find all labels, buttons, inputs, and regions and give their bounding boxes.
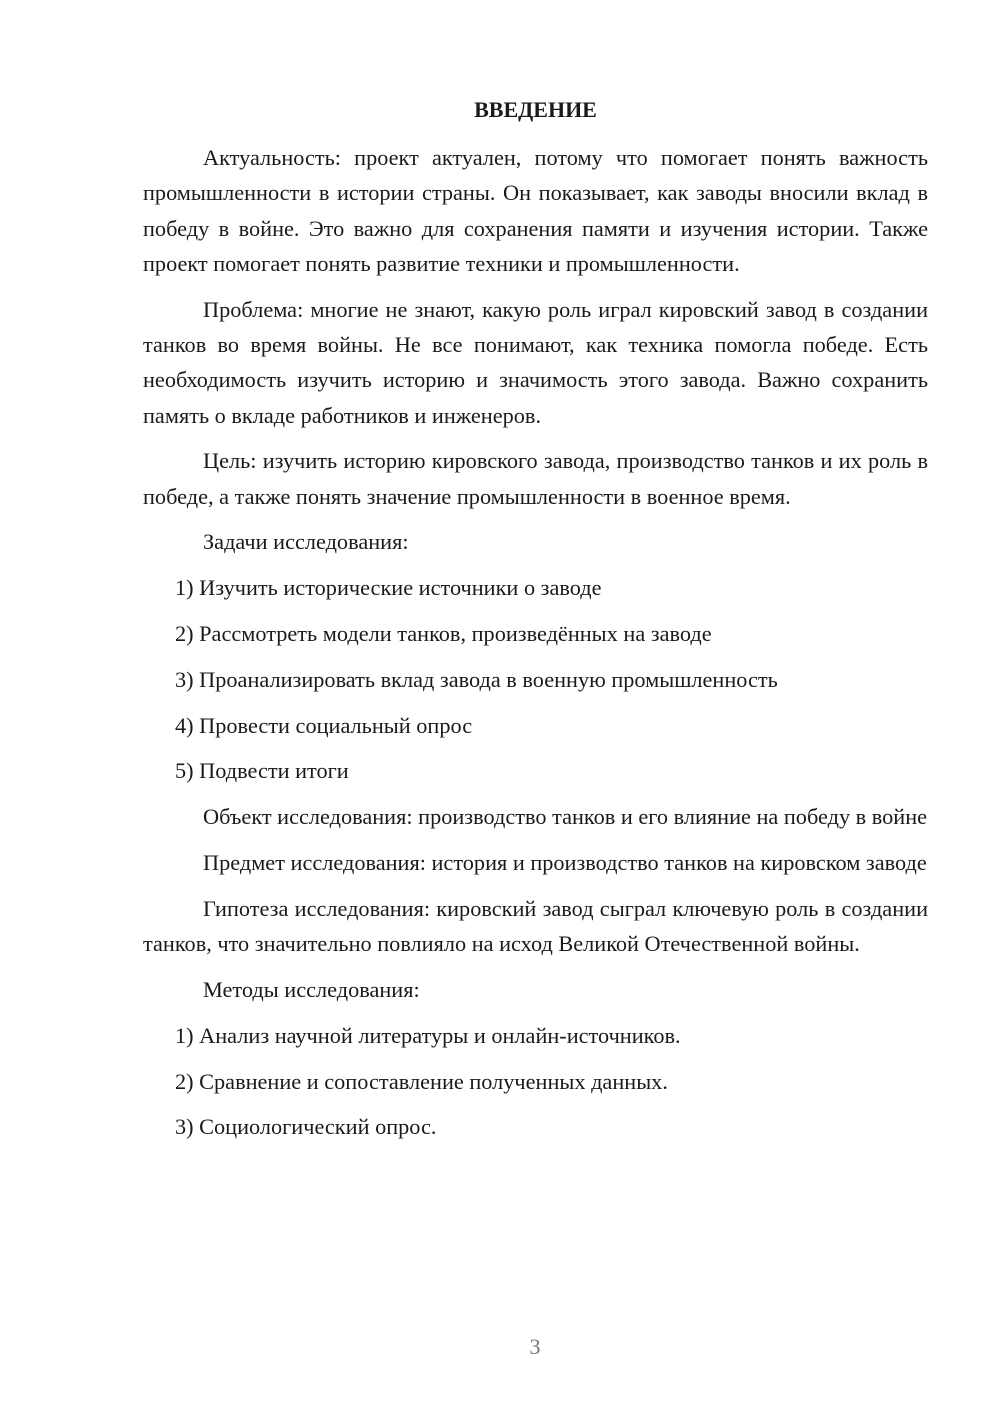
methods-heading: Методы исследования: [203, 976, 420, 1002]
paragraph-goal: Цель: изучить историю кировского завода, производство танков и их роль в победе, а также понять значение промышленности в военное время. [143, 448, 928, 509]
paragraph-object: Объект исследования: производство танков и его влияние на победу в войне [203, 804, 928, 830]
page-number: 3 [529, 1334, 541, 1359]
method-item: 3) Социологический опрос. [175, 1114, 437, 1140]
task-item: 1) Изучить исторические источники о заводе [175, 575, 602, 601]
method-item: 2) Сравнение и сопоставление полученных данных. [175, 1068, 668, 1094]
tasks-heading: Задачи исследования: [203, 529, 409, 555]
document-page [143, 94, 928, 1155]
task-item: 3) Проанализировать вклад завода в военную промышленность [175, 666, 778, 692]
task-item: 5) Подвести итоги [175, 758, 349, 784]
paragraph-hypothesis: Гипотеза исследования: кировский завод сыграл ключевую роль в создании танков, что значительно повлияло на исход Великой Отечественной войны. [143, 895, 928, 957]
task-item: 4) Провести социальный опрос [175, 712, 473, 738]
method-item: 1) Анализ научной литературы и онлайн-источников. [175, 1022, 681, 1048]
paragraph-problem: Проблема: многие не знают, какую роль играл кировский завод в создании танков во время войны. Не все понимают, как техника помогла победе. Есть необходимость изучить историю и значимость этого завода. Важно сохранить память о вкладе работников и инженеров. [143, 296, 928, 428]
task-item: 2) Рассмотреть модели танков, произведённых на заводе [175, 621, 712, 647]
section-title: ВВЕДЕНИЕ [474, 97, 597, 122]
paragraph-subject: Предмет исследования: история и производство танков на кировском заводе [203, 850, 927, 876]
paragraph-relevance: Актуальность: проект актуален, потому что помогает понять важность промышленности в истории страны. Он показывает, как заводы вносили вклад в победу в войне. Это важно для сохранения памяти и изучения истории. Также проект помогает понять развитие техники и промышленности. [143, 145, 928, 276]
